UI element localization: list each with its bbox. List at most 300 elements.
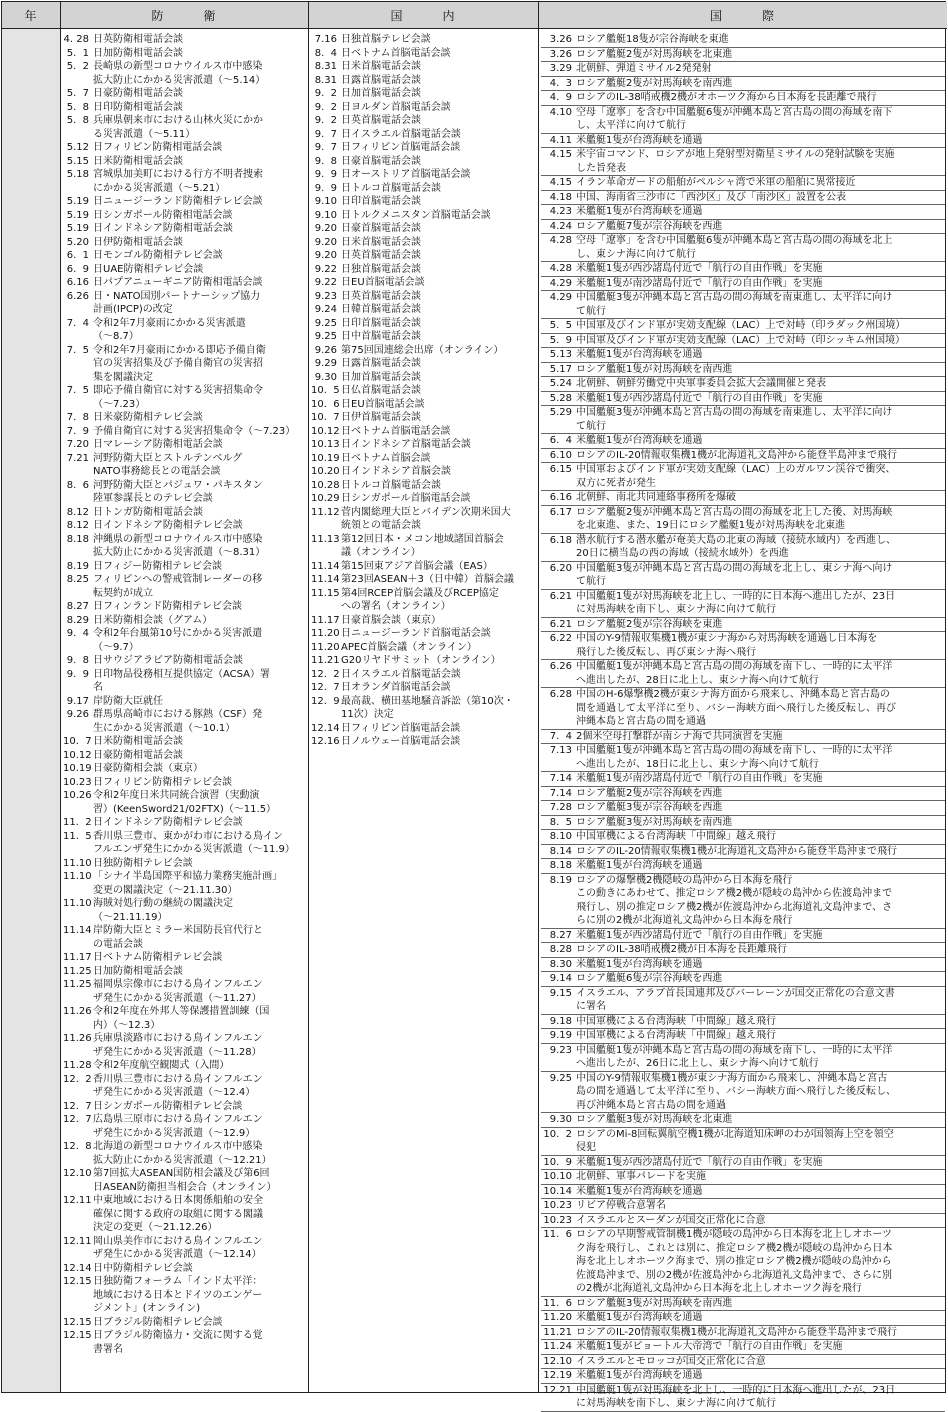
defense-entry-line (63, 263, 306, 277)
entry-date: 5. 5 (549, 320, 572, 331)
international-entry-line (541, 1085, 945, 1099)
entry-date (63, 992, 89, 1006)
entry-text: 日ニュージーランド首脳電話会談 (341, 628, 491, 639)
entry-text: 予備自衛官に対する災害招集命令（～7.23） (93, 425, 296, 437)
entry-date: 12. 7 (63, 1100, 92, 1112)
defense-entry-line (63, 195, 306, 209)
international-entry-line (541, 91, 945, 106)
entry-text: 習）(KeenSword21/02FTX)（～11.5） (93, 803, 277, 815)
entry-date: 4.15 (549, 177, 572, 188)
defense-entry-line (63, 897, 306, 911)
entry-text: 岡山県美作市における鳥インフルエン (93, 1235, 263, 1247)
entry-text: 米艦艇1隻が西沙諸島付近で「航行の自由作戦」を実施 (576, 1156, 823, 1168)
entry-date: 8.30 (549, 958, 572, 970)
entry-text: 生にかかる災害派遣（～10.1） (93, 722, 236, 734)
entry-text: 中国のY-9情報収集機1機が東シナ海方面から飛来し、沖縄本島と宮古 (576, 1072, 888, 1084)
domestic-entry-line (311, 74, 536, 88)
entry-date (311, 708, 337, 722)
entry-date: 9.30 (314, 371, 337, 383)
international-entry-line (541, 1072, 945, 1086)
entry-date: 9.24 (314, 304, 337, 315)
entry-date: 8.14 (549, 845, 572, 857)
domestic-entry-line (311, 357, 536, 371)
international-entry-line (541, 1269, 945, 1283)
entry-text: 日ヨルダン首脳電話会談 (341, 101, 451, 113)
defense-entry-line (63, 938, 306, 952)
entry-text: 転契約が成立 (93, 587, 153, 599)
entry-text: 中国艦艇1隻が沖縄本島と宮古島の間の海域を南下し、一時的に太平洋 (576, 1044, 893, 1056)
entry-date (63, 641, 89, 655)
international-entry-line (541, 506, 945, 520)
entry-date (63, 1046, 89, 1060)
international-entry-line (541, 632, 945, 646)
entry-text: 日加防衛相電話会談 (93, 965, 183, 977)
entry-date: 7.14 (549, 787, 572, 799)
entry-text: 兵庫県朝来市における山林火災にかか (93, 115, 263, 126)
defense-entry-line (63, 708, 306, 722)
domestic-entry-line (311, 47, 536, 61)
defense-entry-line (63, 1167, 306, 1181)
entry-date (63, 1127, 89, 1141)
entry-date: 10.20 (311, 466, 340, 477)
entry-date: 12.14 (311, 722, 340, 734)
international-entry-line (541, 914, 945, 929)
entry-date: 11.21 (543, 1326, 572, 1338)
entry-date: 11.13 (311, 533, 340, 545)
defense-entry-line (63, 101, 306, 115)
entry-date: 10.19 (311, 452, 340, 464)
entry-date: 8.27 (549, 929, 572, 941)
header-domestic: 国 内 (308, 2, 538, 29)
entry-date (63, 1302, 89, 1316)
entry-text: 日英首脳電話会談 (341, 290, 421, 302)
domestic-entry-line (311, 60, 536, 74)
domestic-entry-line (311, 479, 536, 493)
entry-date: 10.14 (543, 1185, 572, 1197)
international-entry-line (541, 830, 945, 845)
entry-text: ク海を飛行し、これとは別に、推定ロシア機2機が隠岐の島沖から日本 (576, 1242, 893, 1254)
international-entry-line (541, 702, 945, 716)
entry-date: 9.26 (314, 344, 337, 356)
entry-date: 10.23 (543, 1214, 572, 1226)
domestic-entry-line (311, 222, 536, 236)
international-entry-line (541, 547, 945, 562)
defense-entry-line (63, 857, 306, 871)
entry-text: 中国艦艇1隻が沖縄本島と宮古島の間の海域を南下し、一時的に太平洋 (576, 745, 893, 756)
domestic-entry-line (311, 492, 536, 506)
entry-text: イスラエルとモロッコが国交正常化に合意 (576, 1355, 766, 1367)
entry-text: 河野防衛大臣とストルテンベルグ (93, 452, 243, 464)
defense-entry-line (63, 695, 306, 709)
entry-date: 9.25 (314, 331, 337, 342)
entry-text: 米艦艇1隻が台湾海峡を通過 (576, 860, 703, 871)
entry-text: ロシアの爆撃機2機隠岐の島沖から日本海を飛行 (576, 874, 793, 886)
entry-date: 5. 2 (66, 61, 89, 72)
defense-entry-line (63, 1019, 306, 1033)
international-entry-line (541, 420, 945, 435)
entry-text: した旨発表 (576, 162, 626, 174)
divider (60, 2, 61, 1392)
international-entry-line (541, 1326, 945, 1341)
defense-entry-line (63, 992, 306, 1006)
entry-date: 11.20 (543, 1312, 572, 1323)
entry-text: 集を閣議決定 (93, 371, 153, 383)
entry-text: 中国艦艇3隻が沖縄本島と宮古島の間の海域を北上し、東シナ海へ向け (576, 562, 893, 574)
entry-text: 日ノルウェー首脳電話会談 (341, 736, 461, 747)
entry-date: 10.10 (543, 1171, 572, 1182)
entry-text: し、東シナ海に向けて航行 (576, 248, 696, 260)
entry-text: 米艦艇1隻が台湾海峡を通過 (576, 349, 703, 360)
domestic-entry-line (311, 384, 536, 398)
entry-date (63, 398, 89, 412)
international-entry-line (541, 972, 945, 987)
entry-text: フルエンザ発生にかかる災害派遣（～11.9） (93, 844, 295, 855)
entry-date: 11.24 (543, 1341, 572, 1352)
defense-entry-line (63, 816, 306, 830)
entry-text: 米艦艇1隻が西沙諸島付近で「航行の自由作戦」を実施 (576, 263, 823, 274)
defense-entry-line (63, 1208, 306, 1222)
entry-text: 日フィリピン首脳電話会談 (341, 722, 461, 734)
entry-date: 9.10 (314, 209, 337, 221)
domestic-entry-line (311, 735, 536, 749)
entry-date (541, 305, 572, 319)
defense-entry-line (63, 884, 306, 898)
entry-date (541, 1057, 572, 1071)
entry-date: 12.19 (543, 1370, 572, 1381)
entry-text: 日トンガ防衛相電話会談 (93, 506, 203, 518)
entry-date (63, 128, 89, 142)
entry-date: 11.14 (311, 574, 340, 585)
entry-date: 6.15 (549, 464, 572, 475)
entry-date: 9.20 (314, 223, 337, 234)
defense-entry-line (63, 600, 306, 614)
international-entry-line (541, 148, 945, 162)
international-entry-line (541, 1255, 945, 1269)
entry-date: 6.22 (549, 633, 572, 644)
entry-text: 香川県三豊市、東かがわ市における鳥イン (93, 830, 283, 842)
entry-date: 6. 1 (66, 250, 89, 261)
defense-entry-line (63, 911, 306, 925)
entry-text: 日英首脳電話会談 (341, 115, 421, 126)
entry-text: ロシア艦艇6隻が宗谷海峡を西進 (576, 973, 723, 984)
entry-text: 第23回ASEAN＋3（日中韓）首脳会議 (341, 574, 514, 585)
entry-date: 12. 2 (63, 1073, 92, 1085)
entry-text: 日伊防衛相電話会談 (93, 236, 183, 248)
defense-entry-line (63, 317, 306, 331)
defense-entry-line (63, 1086, 306, 1100)
entry-text: リビア停戦合意署名 (576, 1200, 666, 1211)
defense-entry-line (63, 1262, 306, 1276)
international-entry-line (541, 77, 945, 92)
entry-text: 日トルクメニスタン首脳電話会談 (341, 209, 491, 221)
entry-text: 海賊対処行動の継続の閣議決定 (93, 898, 233, 909)
entry-date: 7. 4 (66, 317, 89, 329)
defense-entry-line (63, 1140, 306, 1154)
entry-date: 9. 2 (314, 88, 337, 99)
entry-text: 中国軍及びインド軍が実効支配線（LAC）上で対峙（印ラダック州国境） (576, 320, 906, 331)
entry-text: 日オランダ首脳電話会談 (341, 682, 451, 693)
entry-date (63, 587, 89, 601)
entry-text: 20日に横当島の西の海域（接続水域外）を西進 (576, 548, 789, 559)
entry-date: 8.10 (549, 831, 572, 842)
domestic-entry-line (311, 681, 536, 695)
entry-text: ザ発生にかかる災害派遣（～11.28） (93, 1046, 262, 1058)
entry-text: ロシアのIL-38哨戒機2機が日本海を長距離飛行 (576, 944, 788, 955)
entry-date: 5. 8 (66, 101, 89, 113)
domestic-entry-line (311, 249, 536, 263)
international-entry-line (541, 491, 945, 506)
entry-date: 12.15 (63, 1276, 92, 1287)
entry-date: 7.14 (549, 773, 572, 784)
entry-text: 北朝鮮、軍事パレードを実施 (576, 1171, 706, 1182)
entry-date: 9. 8 (314, 155, 337, 167)
domestic-entry-line (311, 276, 536, 290)
defense-entry-line (63, 479, 306, 493)
defense-entry-line (63, 357, 306, 371)
entry-text: 飛行し、別の推定ロシア機2機が佐渡島沖から北海道礼文島沖まで、さ (576, 901, 893, 913)
entry-text: にかかる災害派遣（～5.21） (93, 182, 226, 194)
defense-entry-line (63, 1329, 306, 1343)
entry-date: 8. 5 (549, 816, 572, 828)
international-entry-line (541, 772, 945, 787)
entry-date: 3.26 (549, 48, 572, 60)
international-entry-line (541, 1384, 945, 1398)
entry-date (63, 884, 89, 898)
international-entry-line (541, 943, 945, 958)
entry-text: 日中防衛相テレビ会談 (93, 1262, 193, 1274)
entry-text: 北海道の新型コロナウイルス市中感染 (93, 1141, 263, 1152)
entry-date: 10.29 (311, 493, 340, 504)
entry-date: 12.11 (63, 1235, 92, 1247)
defense-entry-line (63, 668, 306, 682)
domestic-entry-line (311, 641, 536, 655)
entry-date: 9. 9 (314, 182, 337, 194)
entry-text: ロシアのIL-20情報収集機1機が北海道礼文島沖から能登半島沖まで飛行 (576, 449, 898, 461)
entry-date: 5. 9 (549, 334, 572, 346)
entry-text: ザ発生にかかる災害派遣（～12.4） (93, 1087, 256, 1098)
defense-entry-line (63, 978, 306, 992)
defense-entry-line (63, 1235, 306, 1249)
entry-date: 8.27 (66, 601, 89, 612)
entry-date: 4.11 (549, 134, 572, 146)
entry-text: に署名 (576, 1001, 606, 1012)
defense-entry-line (63, 533, 306, 547)
defense-entry-line (63, 74, 306, 88)
entry-date: 4.10 (549, 106, 572, 118)
defense-entry-line (63, 411, 306, 425)
entry-text: 日インドネシア防衛相テレビ会談 (93, 817, 243, 828)
entry-date: 6.26 (66, 290, 89, 302)
international-entry-line (541, 618, 945, 633)
entry-date: 5.19 (66, 223, 89, 234)
entry-text: 日印首脳電話会談 (341, 317, 421, 329)
entry-date: 11.26 (63, 1006, 92, 1017)
entry-text: 日インドネシア首脳会談 (341, 466, 451, 477)
entry-text: 日モンゴル防衛相テレビ会談 (93, 250, 223, 261)
entry-date: 9.23 (549, 1044, 572, 1056)
entry-text: 日インドネシア首脳電話会談 (341, 439, 471, 450)
entry-date: 9.17 (66, 695, 89, 707)
entry-text: 確保に関する政府の取組に関する閣議 (93, 1208, 263, 1220)
defense-entry-line (63, 290, 306, 304)
entry-text: 岸防衛大臣就任 (93, 695, 163, 707)
defense-entry-line (63, 425, 306, 439)
domestic-entry-line (311, 195, 536, 209)
entry-text: 議（オンライン） (341, 547, 421, 558)
defense-entry-line (63, 735, 306, 749)
entry-date: 5.29 (549, 407, 572, 418)
entry-text: し、太平洋に向けて航行 (576, 120, 686, 131)
header-international: 国 際 (538, 2, 947, 29)
header-defense: 防 衛 (60, 2, 308, 29)
defense-entry-line (63, 762, 306, 776)
international-entry-line (541, 1282, 945, 1297)
international-entry-line (541, 660, 945, 674)
entry-date: 9. 4 (66, 628, 89, 639)
international-entry-line (541, 562, 945, 576)
entry-date: 5.12 (66, 142, 89, 153)
entry-date (541, 603, 572, 617)
entry-text: ロシアのIL-20情報収集機1機が北海道礼文島沖から能登半島沖まで飛行 (576, 1326, 898, 1338)
entry-text: 陸軍参謀長とのテレビ会談 (93, 493, 213, 504)
entry-date: 12.16 (311, 736, 340, 747)
defense-entry-line (63, 128, 306, 142)
entry-text: 「シナイ半島国際平和協力業務実施計画」 (93, 871, 283, 882)
entry-text: 拡大防止にかかる災害派遣（～8.31） (93, 547, 266, 558)
entry-date (63, 1181, 89, 1195)
entry-date: 5.17 (549, 363, 572, 375)
entry-text: 日豪首脳会談（東京） (341, 614, 441, 626)
entry-date (63, 722, 89, 736)
entry-text: の2機が北海道礼文島沖から日本海を北上しオホーツク海を飛行 (576, 1283, 862, 1294)
entry-text: 日独首脳電話会談 (341, 263, 421, 275)
defense-entry-line (63, 560, 306, 574)
entry-date (63, 1208, 89, 1222)
international-entry-line (541, 715, 945, 730)
entry-text: 日豪首脳電話会談 (341, 223, 421, 234)
entry-text: 中国のY-9情報収集機1機が東シナ海から対馬海峡を通過し日本海を (576, 633, 878, 644)
entry-text: ザ発生にかかる災害派遣（～12.14） (93, 1249, 262, 1260)
entry-date: 11.14 (311, 560, 340, 572)
entry-date: 11.12 (311, 506, 340, 518)
entry-text: 日イスラエル首脳電話会談 (341, 668, 461, 680)
entry-date (63, 843, 89, 857)
entry-date (541, 547, 572, 561)
entry-text: 日加首脳電話会談 (341, 88, 421, 99)
international-entry-line (541, 1297, 945, 1312)
international-entry-line (541, 887, 945, 901)
entry-text: て航行 (576, 420, 606, 432)
entry-text: ロシア艦艇7隻が宗谷海峡を西進 (576, 220, 723, 232)
entry-date: 5. 7 (66, 88, 89, 99)
entry-date: 10. 6 (311, 398, 340, 410)
entry-date (541, 1242, 572, 1256)
entry-date (63, 492, 89, 506)
domestic-entry-line (311, 398, 536, 412)
entry-date: 10.12 (63, 749, 92, 761)
international-entry-line (541, 1044, 945, 1058)
entry-date: 8.18 (549, 860, 572, 871)
entry-text: 中国艦艇3隻が沖縄本島と宮古島の間の海域を南東進し、太平洋に向け (576, 407, 893, 418)
entry-text: 双方に死者が発生 (576, 477, 656, 489)
entry-date (541, 248, 572, 262)
entry-date: 9.25 (549, 1072, 572, 1084)
defense-entry-line (63, 398, 306, 412)
international-entry-line (541, 1397, 945, 1412)
defense-entry-line (63, 573, 306, 587)
international-entry-line (541, 220, 945, 235)
entry-text: 令和2年7月豪雨にかかる即応予備自衛 (93, 344, 266, 356)
defense-entry-line (63, 614, 306, 628)
defense-entry-line (63, 33, 306, 47)
entry-text: 日独防衛相テレビ会談 (93, 857, 193, 869)
entry-date: 6.28 (549, 689, 572, 700)
entry-text: 令和2年度航空観閲式（入間） (93, 1060, 230, 1071)
international-entry-line (541, 1029, 945, 1044)
entry-date: 9.20 (314, 236, 337, 248)
entry-text: 島の間を通過して太平洋に至り、バシー海峡方面へ飛行した後反転し、 (576, 1086, 896, 1097)
entry-date (63, 681, 89, 695)
entry-text: この動きにあわせて、推定ロシア機2機が隠岐の島沖から佐渡島沖まで (576, 888, 893, 899)
entry-text: 第12回日本・メコン地域諸国首脳会 (341, 533, 504, 545)
entry-text: 日シンガポール防衛相テレビ会談 (93, 1100, 243, 1112)
entry-text: 米艦艇1隻が台湾海峡を通過 (576, 134, 703, 146)
entry-date: 12.15 (63, 1316, 92, 1328)
year-column (2, 29, 60, 1392)
entry-text: 日韓首脳電話会談 (341, 304, 421, 315)
international-entry-line (541, 162, 945, 177)
domestic-entry-line (311, 114, 536, 128)
international-entry-line (541, 1113, 945, 1128)
entry-date: 6.21 (549, 618, 572, 630)
entry-date: 8. 4 (314, 47, 337, 59)
entry-date: 9. 2 (314, 115, 337, 126)
defense-entry-line (63, 965, 306, 979)
international-entry-line (541, 1311, 945, 1326)
entry-text: 第4回RCEP首脳会議及びRCEP協定 (341, 587, 499, 599)
international-entry-line (541, 449, 945, 464)
entry-text: 菅内閣総理大臣とバイデン次期米国大 (341, 506, 511, 518)
entry-text: へ進出したが、18日に北上し、東シナ海へ向けて航行 (576, 758, 819, 770)
entry-text: 群馬県高崎市における豚熱（CSF）発 (93, 709, 263, 720)
defense-entry-line (63, 1343, 306, 1357)
entry-text: 北朝鮮、弾道ミサイル2発発射 (576, 63, 712, 74)
entry-date: 7.20 (66, 439, 89, 450)
international-entry-line (541, 62, 945, 77)
entry-text: NATO事務総長との電話会談 (93, 466, 221, 477)
entry-text: 空母「遼寧」を含む中国艦艇6隻が沖縄本島と宮古島の間の海域を北上 (576, 235, 893, 246)
entry-date: 10.13 (311, 439, 340, 450)
entry-text: 再び沖縄本島と宮古島の間を通過 (576, 1099, 726, 1111)
international-entry-line (541, 1242, 945, 1256)
entry-date (63, 1289, 89, 1303)
international-entry-line (541, 363, 945, 378)
entry-text: 日ニュージーランド防衛相テレビ会談 (93, 196, 263, 207)
entry-text: ロシア艦艇2隻が対馬海峡を南西進 (576, 77, 733, 89)
international-entry-line (541, 119, 945, 134)
entry-date: 4.28 (549, 263, 572, 274)
domestic-entry-line (311, 155, 536, 169)
defense-entry-line (63, 519, 306, 533)
entry-date: 12.15 (63, 1330, 92, 1341)
defense-entry-line (63, 155, 306, 169)
domestic-entry-line (311, 519, 536, 533)
entry-date: 8.31 (314, 61, 337, 72)
entry-text: 2個米空母打撃群が南シナ海で共同演習を実施 (576, 730, 783, 742)
international-entry-line (541, 874, 945, 888)
entry-date: 6. 4 (549, 435, 572, 446)
entry-text: 計画(IPCP)の改定 (93, 304, 173, 315)
